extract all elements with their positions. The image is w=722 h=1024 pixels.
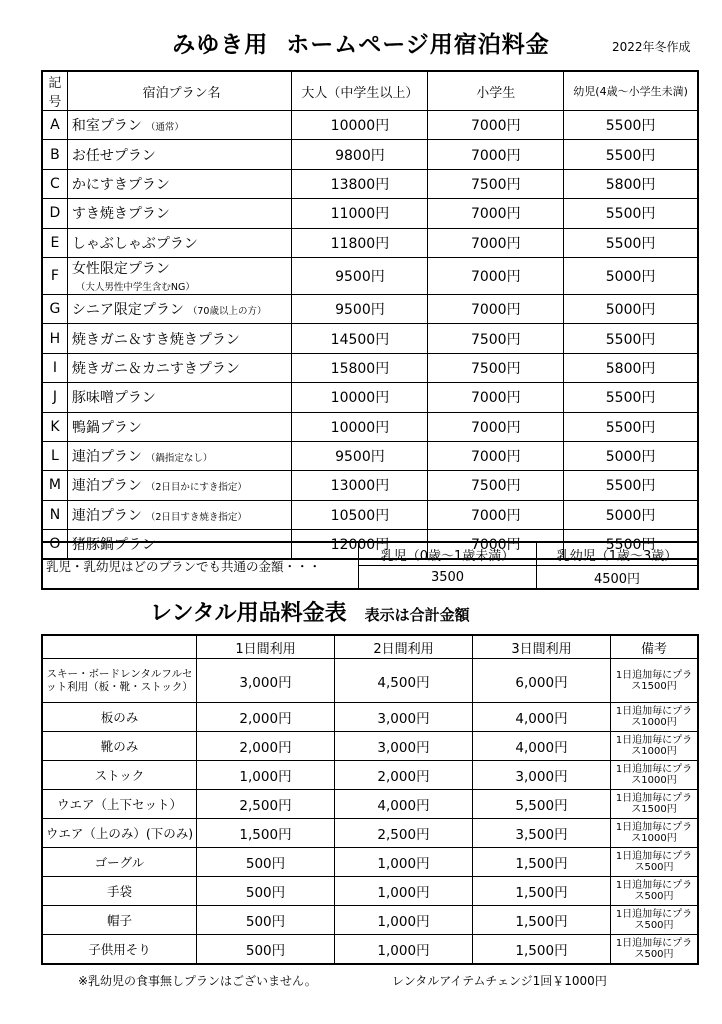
rental-item: 靴のみ <box>42 732 197 761</box>
rental-title-main: レンタル用品料金表 <box>150 601 347 626</box>
kid-price: 5000円 <box>564 257 698 294</box>
header-code: 記号 <box>42 71 67 111</box>
plan-price-table <box>41 70 699 560</box>
plan-code: L <box>42 441 67 470</box>
plan-name-cell <box>67 500 292 529</box>
table-row <box>42 412 698 441</box>
rental-day2-price: 4,500円 <box>335 659 473 703</box>
plan-name-cell <box>67 412 292 441</box>
elementary-price: 7000円 <box>428 228 564 257</box>
infant-price-table <box>41 541 699 590</box>
rental-day1-price: 500円 <box>197 906 335 935</box>
rental-item: スキー・ボードレンタルフルセット利用（板・靴・ストック） <box>42 659 197 703</box>
adult-price: 9500円 <box>292 257 428 294</box>
table-row <box>42 732 698 761</box>
table-row <box>42 228 698 257</box>
rental-title-sub: 表示は合計金額 <box>364 606 470 624</box>
plan-code: G <box>42 294 67 323</box>
rental-header-item <box>42 635 197 659</box>
rental-day3-price: 5,500円 <box>473 790 611 819</box>
elementary-price: 7500円 <box>428 353 564 382</box>
table-row <box>42 111 698 140</box>
plan-code: M <box>42 471 67 500</box>
plan-name: 連泊プラン <box>71 507 142 524</box>
adult-price: 13800円 <box>292 169 428 198</box>
rental-day1-price: 2,000円 <box>197 732 335 761</box>
rental-day2-price: 4,000円 <box>335 790 473 819</box>
table-row <box>42 471 698 500</box>
table-row <box>42 848 698 877</box>
rental-item: ストック <box>42 761 197 790</box>
kid-price: 5500円 <box>564 140 698 169</box>
rental-memo: 1日追加毎にプラス500円 <box>611 848 699 877</box>
adult-price: 9500円 <box>292 294 428 323</box>
elementary-price: 7000円 <box>428 199 564 228</box>
table-row <box>42 294 698 323</box>
plan-code: C <box>42 169 67 198</box>
adult-price: 10500円 <box>292 500 428 529</box>
plan-code: J <box>42 383 67 412</box>
infant-header: 乳児（0歳〜1歳未満） <box>359 542 537 566</box>
title-right: ホームページ用宿泊料金 <box>286 32 550 58</box>
created-date: 2022年冬作成 <box>612 40 691 54</box>
adult-price: 9800円 <box>292 140 428 169</box>
plan-name-cell <box>67 111 292 140</box>
plan-name: 連泊プラン <box>71 478 142 495</box>
rental-day2-price: 2,000円 <box>335 761 473 790</box>
rental-day2-price: 2,500円 <box>335 819 473 848</box>
kid-price: 5000円 <box>564 294 698 323</box>
infant-price: 3500 <box>359 566 537 590</box>
rental-item: ウエア（上のみ）(下のみ) <box>42 819 197 848</box>
table-row <box>42 906 698 935</box>
adult-price: 12000円 <box>292 530 428 560</box>
rental-item: ウエア（上下セット） <box>42 790 197 819</box>
plan-code: D <box>42 199 67 228</box>
rental-header-day3: 3日間利用 <box>473 635 611 659</box>
rental-memo: 1日追加毎にプラス500円 <box>611 877 699 906</box>
rental-day3-price: 3,500円 <box>473 819 611 848</box>
rental-header-memo: 備考 <box>611 635 699 659</box>
rental-item: 子供用そり <box>42 935 197 965</box>
table-row <box>42 324 698 353</box>
rental-memo: 1日追加毎にプラス1000円 <box>611 732 699 761</box>
kid-price: 5500円 <box>564 228 698 257</box>
plan-name: シニア限定プラン <box>71 302 184 319</box>
plan-code: N <box>42 500 67 529</box>
table-row <box>42 761 698 790</box>
plan-code: F <box>42 257 67 294</box>
table-row <box>42 199 698 228</box>
kid-price: 5500円 <box>564 383 698 412</box>
infant-note: 乳児・乳幼児はどのプランでも共通の金額・・・ <box>42 542 359 589</box>
plan-name: 連泊プラン <box>71 449 142 466</box>
adult-price: 15800円 <box>292 353 428 382</box>
plan-code: B <box>42 140 67 169</box>
elementary-price: 7000円 <box>428 412 564 441</box>
plan-name: かにすきプラン <box>71 176 170 193</box>
plan-note: （大人男性中学生含むNG） <box>75 281 195 293</box>
adult-price: 10000円 <box>292 111 428 140</box>
adult-price: 11800円 <box>292 228 428 257</box>
adult-price: 10000円 <box>292 412 428 441</box>
elementary-price: 7500円 <box>428 324 564 353</box>
adult-price: 14500円 <box>292 324 428 353</box>
rental-day3-price: 1,500円 <box>473 906 611 935</box>
rental-day2-price: 1,000円 <box>335 877 473 906</box>
adult-price: 10000円 <box>292 383 428 412</box>
rental-title <box>150 596 470 627</box>
plan-name: すき焼きプラン <box>71 206 170 223</box>
plan-code: H <box>42 324 67 353</box>
adult-price: 11000円 <box>292 199 428 228</box>
plan-name-cell <box>67 294 292 323</box>
footer-note-rental-change: レンタルアイテムチェンジ1回￥1000円 <box>392 974 607 988</box>
rental-memo: 1日追加毎にプラス1000円 <box>611 761 699 790</box>
rental-memo: 1日追加毎にプラス1500円 <box>611 790 699 819</box>
plan-name-cell <box>67 257 292 294</box>
plan-table-header-row <box>42 71 698 111</box>
rental-memo: 1日追加毎にプラス1000円 <box>611 819 699 848</box>
plan-code: I <box>42 353 67 382</box>
elementary-price: 7000円 <box>428 140 564 169</box>
rental-item: 手袋 <box>42 877 197 906</box>
plan-name-cell <box>67 471 292 500</box>
rental-day1-price: 500円 <box>197 935 335 965</box>
plan-note: （通常） <box>145 122 184 134</box>
rental-memo: 1日追加毎にプラス500円 <box>611 906 699 935</box>
kid-price: 5800円 <box>564 169 698 198</box>
plan-name-cell <box>67 140 292 169</box>
plan-name: 鴨鍋プラン <box>71 419 142 436</box>
rental-day3-price: 1,500円 <box>473 848 611 877</box>
rental-memo: 1日追加毎にプラス500円 <box>611 935 699 965</box>
title-left: みゆき用 <box>172 32 269 58</box>
table-row <box>42 703 698 732</box>
plan-name: 焼きガニ＆すき焼きプラン <box>71 331 240 348</box>
rental-memo: 1日追加毎にプラス1500円 <box>611 659 699 703</box>
plan-code: K <box>42 412 67 441</box>
elementary-price: 7500円 <box>428 169 564 198</box>
rental-day1-price: 2,500円 <box>197 790 335 819</box>
elementary-price: 7000円 <box>428 530 564 560</box>
kid-price: 5000円 <box>564 441 698 470</box>
rental-day2-price: 1,000円 <box>335 935 473 965</box>
header-adult: 大人（中学生以上） <box>292 71 428 111</box>
plan-name-cell <box>67 169 292 198</box>
rental-item: ゴーグル <box>42 848 197 877</box>
plan-name: 和室プラン <box>71 118 142 135</box>
toddler-header: 乳幼児（1歳〜3歳） <box>537 542 698 566</box>
rental-memo: 1日追加毎にプラス1000円 <box>611 703 699 732</box>
table-row <box>42 383 698 412</box>
rental-item: 帽子 <box>42 906 197 935</box>
rental-day3-price: 4,000円 <box>473 732 611 761</box>
kid-price: 5800円 <box>564 353 698 382</box>
kid-price: 5000円 <box>564 500 698 529</box>
kid-price: 5500円 <box>564 199 698 228</box>
plan-code: A <box>42 111 67 140</box>
rental-header-day2: 2日間利用 <box>335 635 473 659</box>
footer-note-infant: ※乳幼児の食事無しプランはございません。 <box>78 974 317 988</box>
elementary-price: 7000円 <box>428 257 564 294</box>
plan-name-cell <box>67 324 292 353</box>
elementary-price: 7500円 <box>428 471 564 500</box>
table-row <box>42 441 698 470</box>
plan-name-cell <box>67 383 292 412</box>
table-row <box>42 500 698 529</box>
plan-name-cell <box>67 228 292 257</box>
rental-day1-price: 500円 <box>197 877 335 906</box>
rental-header-day1: 1日間利用 <box>197 635 335 659</box>
table-row <box>42 353 698 382</box>
table-row <box>42 140 698 169</box>
rental-day1-price: 1,000円 <box>197 761 335 790</box>
table-row <box>42 659 698 703</box>
header-elementary: 小学生 <box>428 71 564 111</box>
plan-name: 猪豚鍋プラン <box>71 537 156 554</box>
rental-day1-price: 1,500円 <box>197 819 335 848</box>
rental-day3-price: 3,000円 <box>473 761 611 790</box>
elementary-price: 7000円 <box>428 383 564 412</box>
plan-name-cell <box>67 441 292 470</box>
table-row <box>42 877 698 906</box>
rental-item: 板のみ <box>42 703 197 732</box>
rental-day2-price: 3,000円 <box>335 732 473 761</box>
kid-price: 5500円 <box>564 412 698 441</box>
plan-code: E <box>42 228 67 257</box>
elementary-price: 7000円 <box>428 111 564 140</box>
plan-note: （2日目すき焼き指定） <box>145 511 247 523</box>
rental-day1-price: 2,000円 <box>197 703 335 732</box>
adult-price: 13000円 <box>292 471 428 500</box>
adult-price: 9500円 <box>292 441 428 470</box>
rental-day3-price: 6,000円 <box>473 659 611 703</box>
header-plan-name: 宿泊プラン名 <box>67 71 292 111</box>
table-row <box>42 790 698 819</box>
toddler-price: 4500円 <box>537 566 698 590</box>
kid-price: 5500円 <box>564 471 698 500</box>
plan-name: お任せプラン <box>71 147 156 164</box>
table-row <box>42 935 698 965</box>
table-row <box>42 819 698 848</box>
plan-name: 焼きガニ＆カニすきプラン <box>71 360 240 377</box>
plan-name-cell <box>67 199 292 228</box>
plan-note: （70歳以上の方） <box>187 306 267 318</box>
rental-day2-price: 3,000円 <box>335 703 473 732</box>
rental-day2-price: 1,000円 <box>335 906 473 935</box>
plan-name-cell <box>67 353 292 382</box>
elementary-price: 7000円 <box>428 500 564 529</box>
table-row <box>42 257 698 294</box>
rental-price-table <box>41 634 699 965</box>
plan-note: （2日目かにすき指定） <box>145 482 247 494</box>
plan-code: O <box>42 530 67 560</box>
plan-name: しゃぶしゃぶプラン <box>71 235 198 252</box>
rental-day3-price: 4,000円 <box>473 703 611 732</box>
elementary-price: 7000円 <box>428 441 564 470</box>
rental-day3-price: 1,500円 <box>473 877 611 906</box>
kid-price: 5500円 <box>564 530 698 560</box>
plan-note: （鍋指定なし） <box>145 453 213 465</box>
plan-name: 豚味噌プラン <box>71 390 156 407</box>
rental-table-header-row <box>42 635 698 659</box>
plan-name: 女性限定プラン <box>71 260 170 277</box>
rental-day2-price: 1,000円 <box>335 848 473 877</box>
rental-day3-price: 1,500円 <box>473 935 611 965</box>
rental-day1-price: 500円 <box>197 848 335 877</box>
rental-day1-price: 3,000円 <box>197 659 335 703</box>
header-kid: 幼児(4歳〜小学生未満) <box>564 71 698 111</box>
table-row <box>42 169 698 198</box>
elementary-price: 7000円 <box>428 294 564 323</box>
kid-price: 5500円 <box>564 324 698 353</box>
kid-price: 5500円 <box>564 111 698 140</box>
